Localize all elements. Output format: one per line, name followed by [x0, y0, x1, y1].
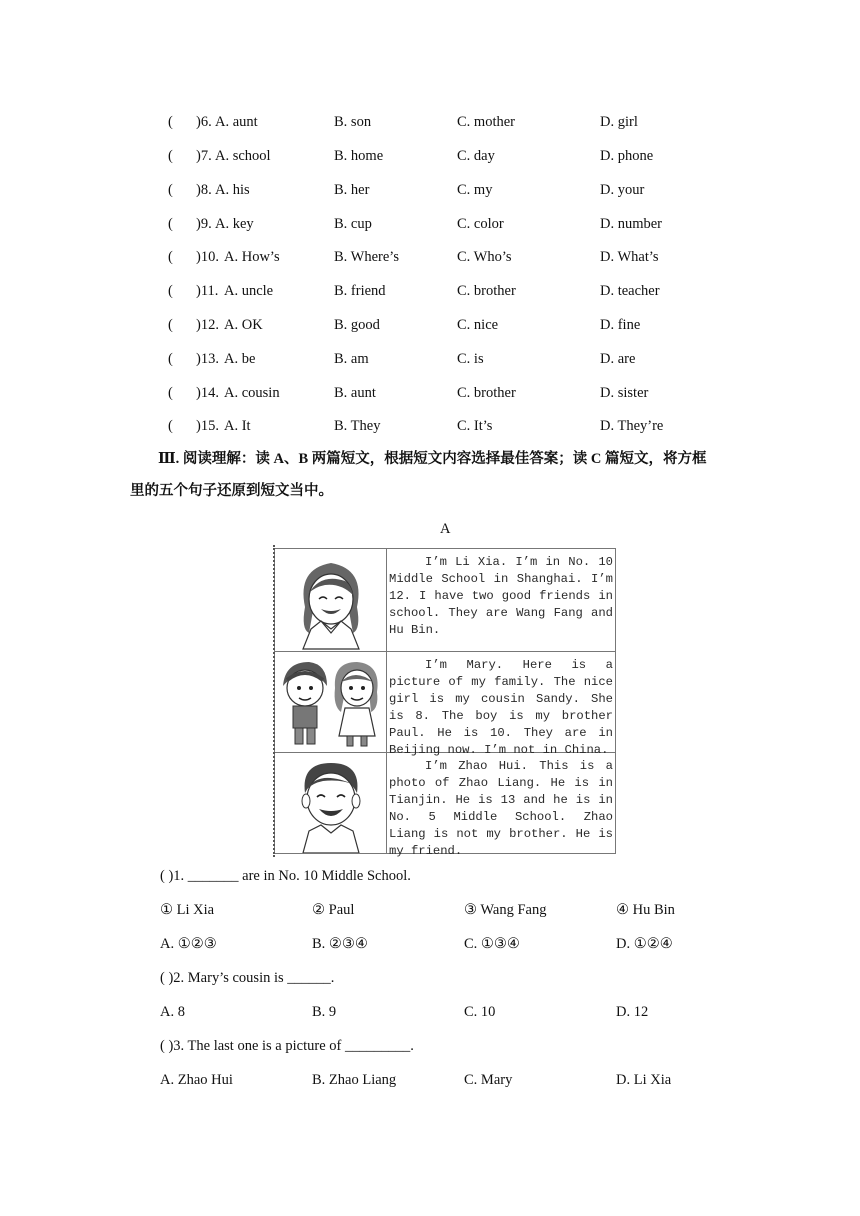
panel-li-xia [275, 549, 615, 652]
question-12 [0, 314, 860, 336]
option-d: D. Li Xia [616, 1072, 672, 1088]
option-a: A. ①②③ [160, 936, 217, 952]
question-number: )8. [196, 182, 212, 198]
option-d: D. They’re [600, 418, 664, 434]
question-number: )15. [196, 418, 219, 434]
panel-mary [275, 652, 615, 757]
answer-paren: ( [168, 283, 173, 299]
option-b: B. 9 [312, 1004, 337, 1020]
option-a: A. his [215, 182, 250, 198]
option-a: A. aunt [215, 114, 258, 130]
option-d: D. fine [600, 317, 641, 333]
option-b: B. They [334, 418, 381, 434]
option-a: A. How’s [224, 249, 280, 265]
option-b: B. aunt [334, 385, 376, 401]
passage-a-letter: A [440, 521, 451, 537]
question-14 [0, 382, 860, 404]
option-a: A. cousin [224, 385, 280, 401]
panel-text-mary: I’m Mary. Here is a picture of my family. The nice girl is my cousin Sandy. She is 8. The boy is my brother Paul. He is 10. They are in Beijing now. I’m not in China. [389, 658, 613, 757]
question-number: )11. [196, 283, 219, 299]
option-c: C. ①③④ [464, 936, 520, 952]
item-1: ① Li Xia [160, 902, 215, 918]
reading-question-2: ( )2. Mary’s cousin is ______. [160, 970, 335, 986]
panel-text-zhao-hui: I’m Zhao Hui. This is a photo of Zhao Liang. He is in Tianjin. He is 13 and he is in No. 5 Middle School. Zhao Liang is not my brother. He is my friend. [389, 759, 613, 858]
question-13 [0, 348, 860, 370]
section-3-line-2: 里的五个句子还原到短文当中。 [130, 483, 333, 499]
option-d: D. phone [600, 148, 654, 164]
passage-a-figure [274, 548, 616, 858]
option-a: A. be [224, 351, 256, 367]
question-10 [0, 246, 860, 268]
question-1-items [0, 899, 860, 921]
question-3-options [0, 1069, 860, 1091]
option-a: A. school [215, 148, 271, 164]
question-8 [0, 179, 860, 201]
option-c: C. It’s [457, 418, 493, 434]
option-b: B. her [334, 182, 370, 198]
option-b: B. son [334, 114, 372, 130]
option-c: C. 10 [464, 1004, 496, 1020]
item-4: ④ Hu Bin [616, 902, 675, 918]
option-d: D. your [600, 182, 645, 198]
question-number: )9. [196, 216, 212, 232]
option-a: A. 8 [160, 1004, 185, 1020]
answer-paren: ( [168, 249, 173, 265]
option-a: A. OK [224, 317, 263, 333]
option-d: D. number [600, 216, 663, 232]
section-3-line-1: Ⅲ. 阅读理解：读 A、B 两篇短文，根据短文内容选择最佳答案；读 C 篇短文，将方框 [158, 451, 707, 467]
option-a: A. key [215, 216, 254, 232]
option-c: C. is [457, 351, 484, 367]
item-2: ② Paul [312, 902, 355, 918]
question-number: )10. [196, 249, 219, 265]
option-d: D. teacher [600, 283, 660, 299]
answer-paren: ( [168, 148, 173, 164]
question-7 [0, 145, 860, 167]
option-b: B. am [334, 351, 369, 367]
answer-paren: ( [168, 351, 173, 367]
question-11 [0, 280, 860, 302]
question-number: )12. [196, 317, 219, 333]
option-b: B. ②③④ [312, 936, 368, 952]
question-9 [0, 213, 860, 235]
answer-paren: ( [168, 317, 173, 333]
option-c: C. nice [457, 317, 499, 333]
answer-paren: ( [168, 182, 173, 198]
option-c: C. mother [457, 114, 515, 130]
reading-question-1: ( )1. _______ are in No. 10 Middle School. [160, 868, 411, 884]
answer-paren: ( [168, 216, 173, 232]
option-b: B. cup [334, 216, 372, 232]
option-c: C. Mary [464, 1072, 513, 1088]
option-a: A. uncle [224, 283, 274, 299]
reading-question-3: ( )3. The last one is a picture of _________. [160, 1038, 414, 1054]
panel-zhao-hui [275, 753, 615, 858]
option-b: B. home [334, 148, 384, 164]
option-d: D. What’s [600, 249, 659, 265]
question-number: )7. [196, 148, 212, 164]
girl-illustration-icon [275, 549, 387, 651]
section-3-heading [130, 443, 750, 507]
answer-paren: ( [168, 385, 173, 401]
option-c: C. brother [457, 283, 516, 299]
option-b: B. friend [334, 283, 386, 299]
boy-illustration-icon [275, 753, 387, 854]
panel-text-li-xia: I’m Li Xia. I’m in No. 10 Middle School in Shanghai. I’m 12. I have two good friends in school. They are Wang Fang and Hu Bin. [389, 555, 613, 637]
answer-paren: ( [168, 114, 173, 130]
question-6 [0, 111, 860, 133]
answer-paren: ( [168, 418, 173, 434]
option-c: C. Who’s [457, 249, 512, 265]
question-number: )13. [196, 351, 219, 367]
option-d: D. girl [600, 114, 638, 130]
option-b: B. good [334, 317, 380, 333]
option-c: C. day [457, 148, 495, 164]
question-2-options [0, 1001, 860, 1023]
option-d: D. ①②④ [616, 936, 673, 952]
question-number: )6. [196, 114, 212, 130]
option-a: A. Zhao Hui [160, 1072, 233, 1088]
question-15 [0, 415, 860, 437]
option-c: C. my [457, 182, 493, 198]
boy-and-girl-illustration-icon [275, 652, 387, 752]
question-1-options [0, 933, 860, 955]
question-number: )14. [196, 385, 219, 401]
option-d: D. 12 [616, 1004, 649, 1020]
item-3: ③ Wang Fang [464, 902, 547, 918]
option-c: C. color [457, 216, 504, 232]
option-a: A. It [224, 418, 251, 434]
option-b: B. Zhao Liang [312, 1072, 397, 1088]
option-d: D. are [600, 351, 636, 367]
option-b: B. Where’s [334, 249, 399, 265]
option-d: D. sister [600, 385, 649, 401]
option-c: C. brother [457, 385, 516, 401]
